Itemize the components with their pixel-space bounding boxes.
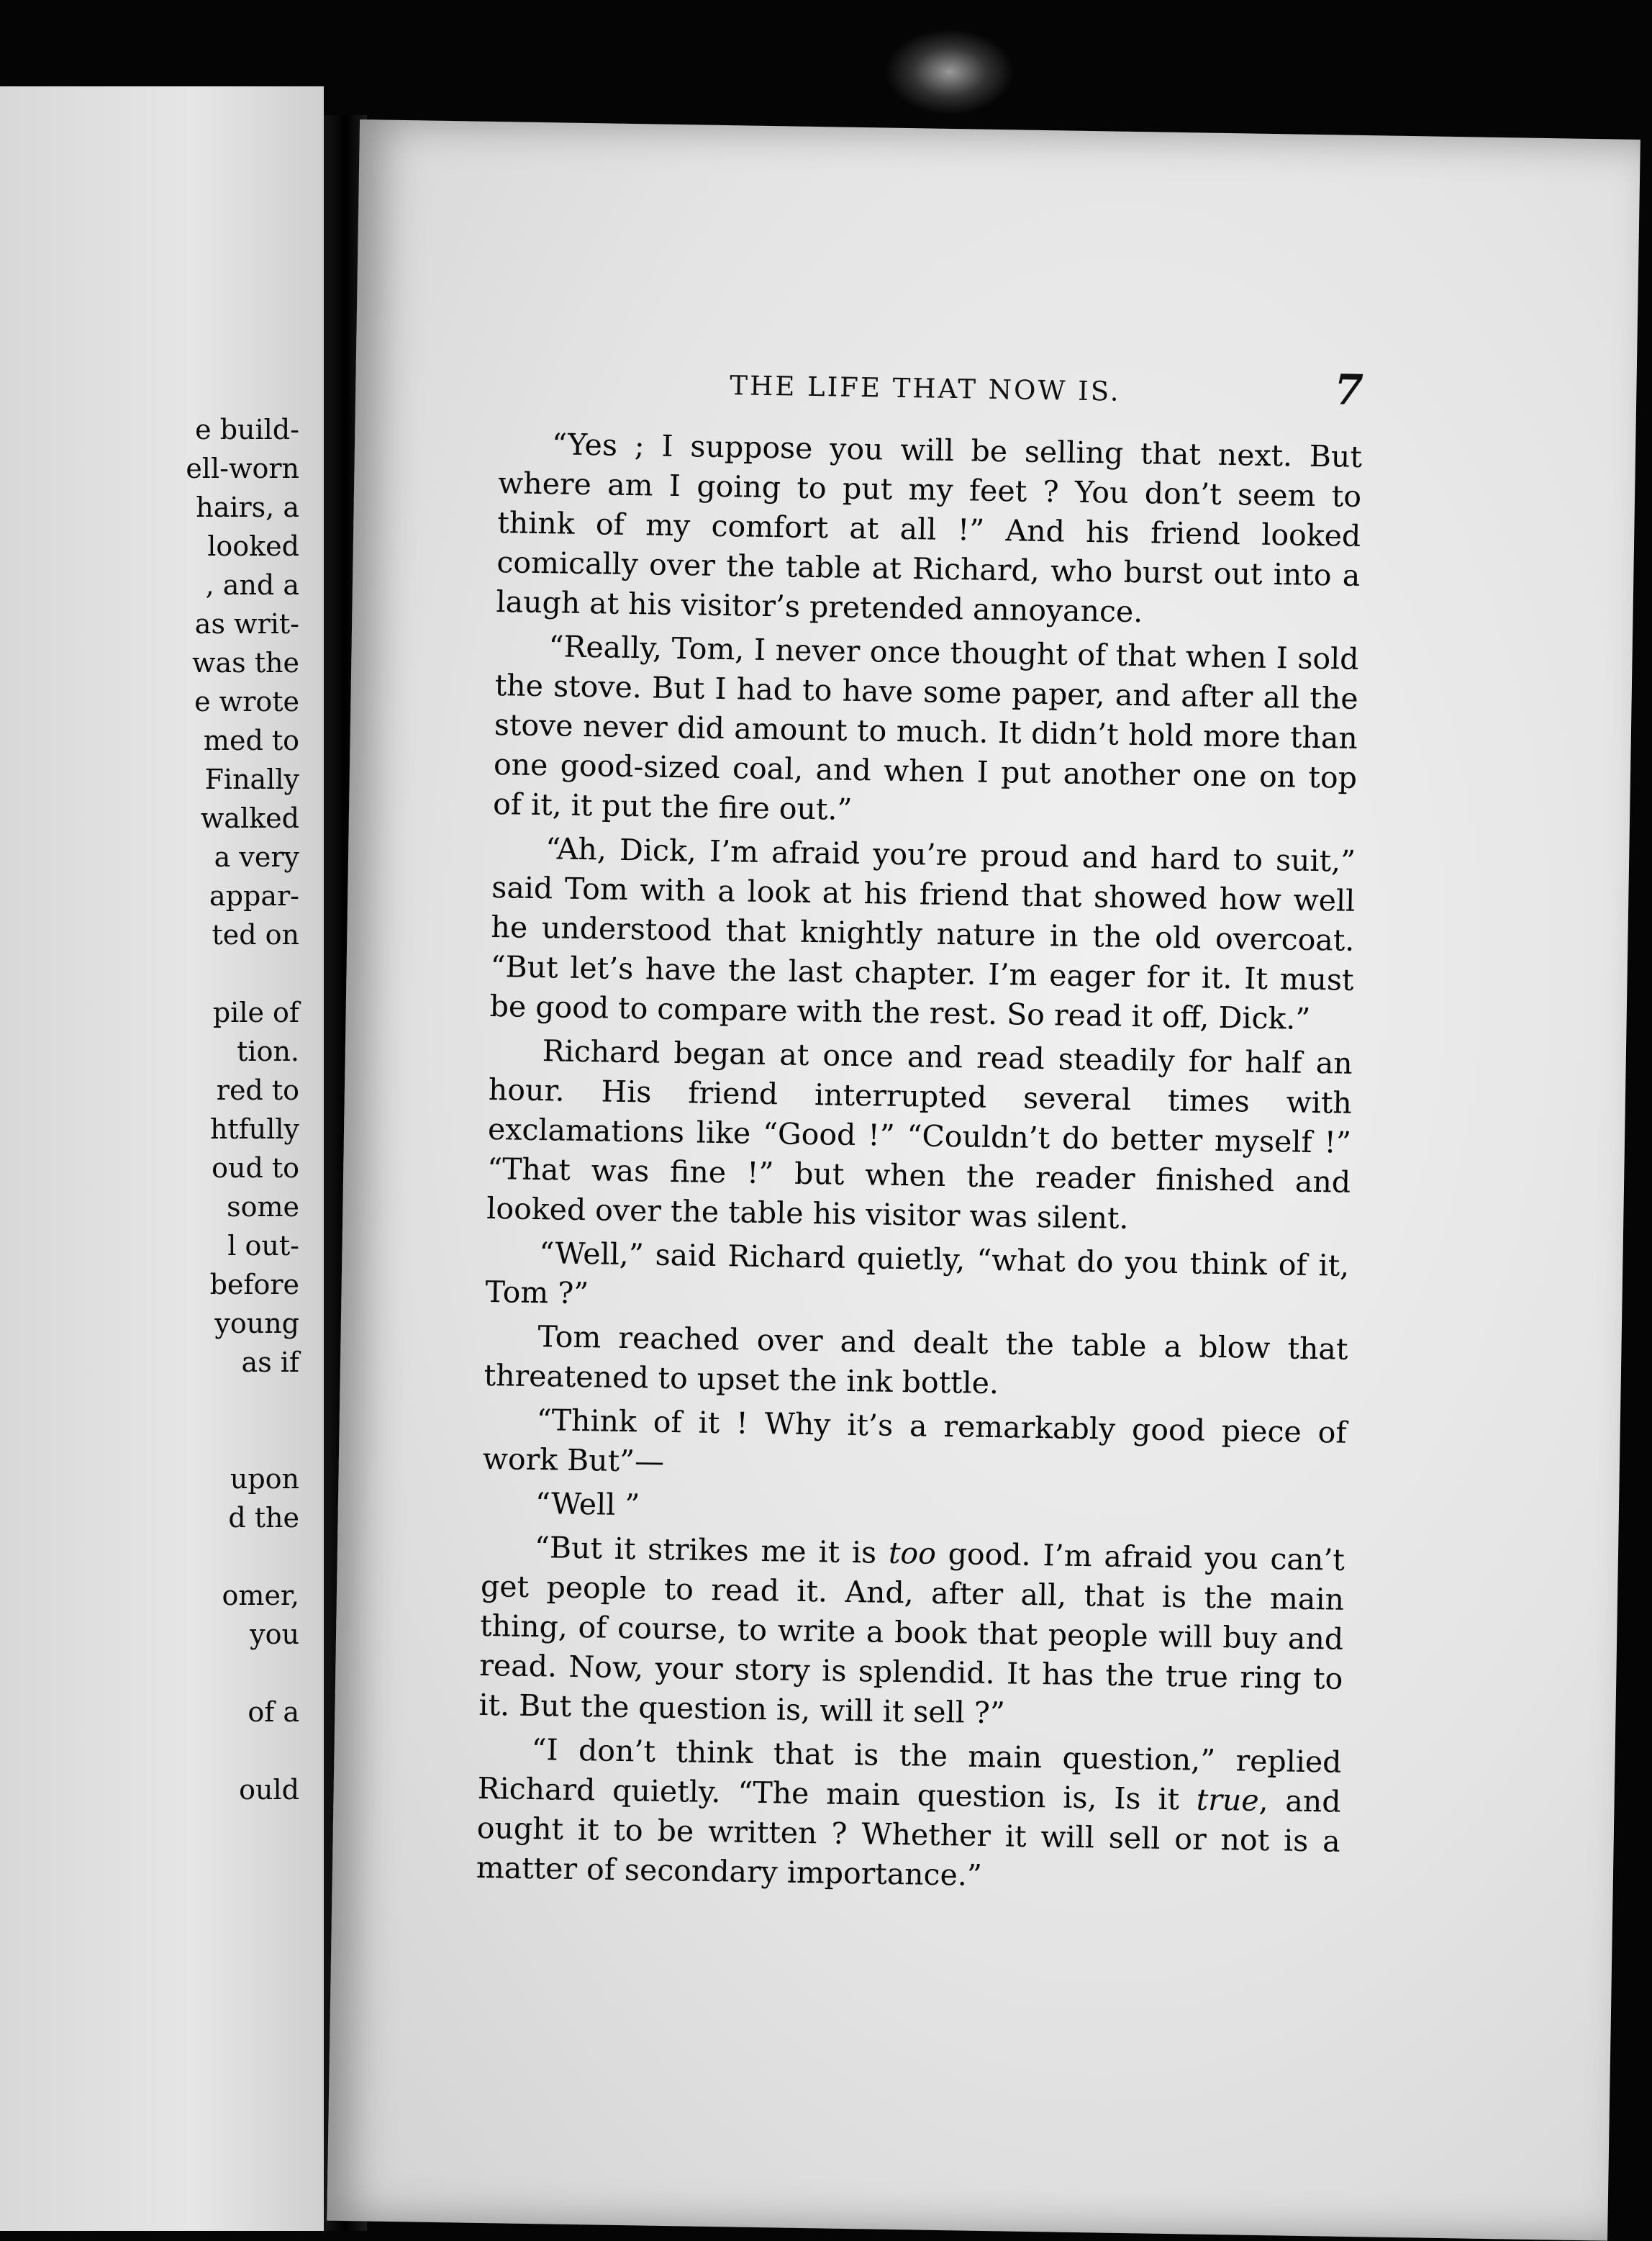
left-page-line: l out- — [227, 1230, 299, 1262]
left-page-line: looked — [207, 530, 299, 562]
left-page-line: some — [227, 1191, 299, 1223]
left-page-line: med to — [203, 725, 299, 756]
paragraph: “Really, Tom, I never once thought of that when I sold the stove. But I had to have some paper, and after all the stove never did amount to much. It didn’t hold more than one good-sized coal, and when I put another one on top of it, it put the fire out.” — [492, 629, 1359, 827]
paragraph: Tom reached over and dealt the table a blow that threatened to upset the ink bottle. — [484, 1319, 1348, 1401]
paragraph: “Yes ; I suppose you will be selling that next. But where am I going to put my feet ? You don’t seem to think of my comfort at all !” And his friend looked comically over the table at Richard, who burst out into a laugh at his visitor’s pretended annoyance. — [496, 427, 1363, 630]
running-head: THE LIFE THAT NOW IS. — [730, 370, 1121, 407]
paragraph: “Ah, Dick, I’m afraid you’re proud and hard to suit,” said Tom with a look at his friend that showed how well he understood that knightly nature in the old overcoat. “But let’s have the last chapter. I’m eager for it. It must be good to compare with the rest. So read it off, Dick.” — [489, 831, 1356, 1036]
left-page-line: htfully — [209, 1113, 299, 1145]
left-page-line: was the — [192, 647, 299, 679]
italic-word: true — [1196, 1782, 1259, 1818]
left-page-line: ted on — [212, 919, 299, 951]
left-page-line: appar- — [209, 880, 299, 912]
left-page-line: you — [250, 1618, 299, 1650]
text-run: , and ought it to be written ? Whether it will sell or not is a matter of secondary importance.” — [476, 1783, 1341, 1893]
left-page-line: as if — [241, 1346, 299, 1378]
left-page-line: hairs, a — [196, 492, 299, 523]
left-page-line: ell-worn — [186, 453, 299, 484]
left-page-line: d the — [228, 1502, 299, 1534]
page-number: 7 — [1333, 365, 1364, 415]
text-run: “I don’t think that is the main question,” replied Richard quietly. “The main question is, Is it — [477, 1732, 1342, 1817]
paragraph: “Well ” — [535, 1486, 640, 1523]
left-page-line: a very — [214, 841, 299, 873]
paragraph — [478, 1527, 1345, 1739]
left-page-line: omer, — [222, 1580, 299, 1611]
left-page-line: red to — [216, 1074, 299, 1106]
paragraph: “Well,” said Richard quietly, “what do you think of it, Tom ?” — [485, 1236, 1350, 1311]
paragraph — [476, 1729, 1342, 1901]
left-page-line: oud to — [212, 1152, 299, 1184]
left-page-line: e build- — [195, 414, 299, 445]
left-page-line: e wrote — [194, 686, 299, 717]
text-run: “But it strikes me it is — [534, 1530, 889, 1570]
left-page-line: as writ- — [194, 608, 299, 640]
left-page-line: pile of — [212, 997, 299, 1028]
right-page — [327, 119, 1640, 2241]
left-page-line: tion. — [237, 1036, 299, 1067]
left-page-line: ould — [239, 1774, 299, 1806]
left-page-line: upon — [230, 1463, 299, 1495]
text-run: good. I’m afraid you can’t get people to read it. And, after all, that is the main thing, of course, to write a book that people will buy and read. Now, your story is splendid. It has the true ring to it. But the question is, will it sell ?” — [478, 1536, 1345, 1731]
paragraph: Richard began at once and read steadily for half an hour. His friend interrupted several times with exclamations like “Good !” “Couldn’t do better myself !” “That was fine !” but when the reader finished and looked over the table his visitor was silent. — [486, 1033, 1353, 1236]
italic-word: too — [888, 1535, 937, 1571]
left-page-line: of a — [248, 1696, 299, 1728]
left-facing-page — [0, 86, 324, 2231]
left-page-line: Finally — [204, 764, 299, 795]
left-page-line: before — [209, 1269, 299, 1300]
left-page-line: , and a — [205, 569, 299, 601]
paragraph: “Think of it ! Why it’s a remarkably good piece of work But”— — [482, 1403, 1347, 1479]
left-page-line: walked — [200, 802, 299, 834]
body-text — [476, 424, 1362, 1906]
paper-smudge — [885, 29, 1015, 115]
left-page-line: young — [214, 1308, 299, 1339]
